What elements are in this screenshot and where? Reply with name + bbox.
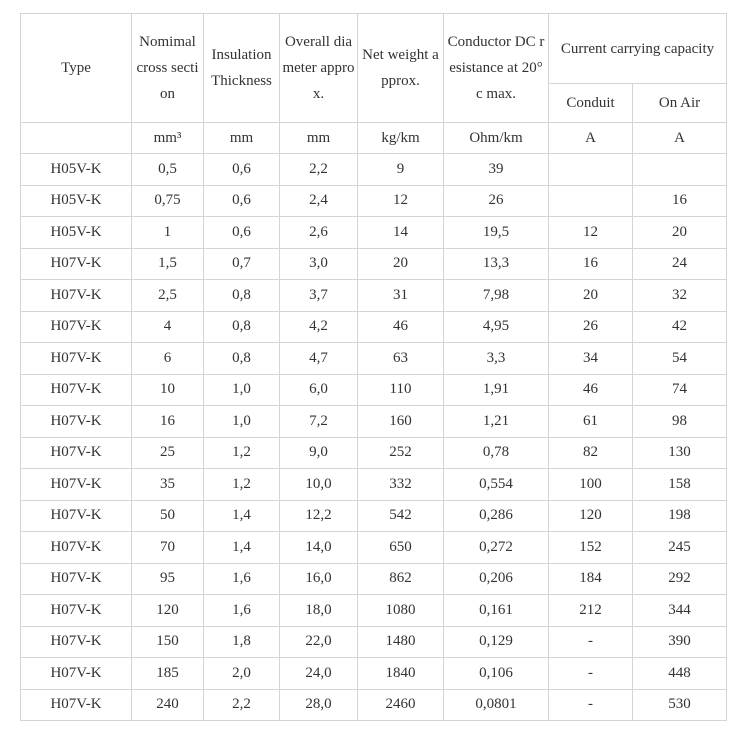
cell-overall-diameter: 9,0 <box>280 437 358 469</box>
cell-insulation-thickness: 1,8 <box>204 626 280 658</box>
table-row <box>21 248 727 280</box>
cell-type: H07V-K <box>21 469 132 501</box>
table-row <box>21 469 727 501</box>
cell-conduit-capacity: 212 <box>549 595 633 627</box>
cell-overall-diameter: 4,7 <box>280 343 358 375</box>
table-row <box>21 563 727 595</box>
header-type: Type <box>21 14 132 123</box>
cell-dc-resistance: 19,5 <box>444 217 549 249</box>
cell-nominal-cross-section: 240 <box>132 689 204 721</box>
table-row <box>21 280 727 312</box>
cell-dc-resistance: 26 <box>444 185 549 217</box>
cell-insulation-thickness: 2,2 <box>204 689 280 721</box>
cell-type: H07V-K <box>21 626 132 658</box>
table-row <box>21 658 727 690</box>
cell-insulation-thickness: 1,2 <box>204 469 280 501</box>
cell-type: H07V-K <box>21 658 132 690</box>
cell-net-weight: 14 <box>358 217 444 249</box>
cell-overall-diameter: 14,0 <box>280 532 358 564</box>
header-current-carrying-capacity: Current carrying capacity <box>549 14 727 84</box>
cell-nominal-cross-section: 150 <box>132 626 204 658</box>
cell-dc-resistance: 0,286 <box>444 500 549 532</box>
header-overall-diameter: Overall diameter approx. <box>280 14 358 123</box>
cell-on-air-capacity: 16 <box>633 185 727 217</box>
cell-dc-resistance: 13,3 <box>444 248 549 280</box>
unit-cell: mm <box>204 123 280 154</box>
cell-conduit-capacity: 120 <box>549 500 633 532</box>
cell-net-weight: 31 <box>358 280 444 312</box>
table-body <box>21 154 727 721</box>
cell-type: H07V-K <box>21 689 132 721</box>
cell-insulation-thickness: 1,4 <box>204 500 280 532</box>
cell-on-air-capacity <box>633 154 727 186</box>
cell-insulation-thickness: 0,8 <box>204 280 280 312</box>
cell-type: H07V-K <box>21 532 132 564</box>
cell-overall-diameter: 22,0 <box>280 626 358 658</box>
cell-type: H07V-K <box>21 248 132 280</box>
cell-overall-diameter: 24,0 <box>280 658 358 690</box>
cell-conduit-capacity: 46 <box>549 374 633 406</box>
cell-on-air-capacity: 42 <box>633 311 727 343</box>
cell-dc-resistance: 0,206 <box>444 563 549 595</box>
cell-on-air-capacity: 292 <box>633 563 727 595</box>
cell-nominal-cross-section: 10 <box>132 374 204 406</box>
cell-type: H07V-K <box>21 374 132 406</box>
cell-overall-diameter: 4,2 <box>280 311 358 343</box>
cell-insulation-thickness: 0,6 <box>204 185 280 217</box>
cell-net-weight: 2460 <box>358 689 444 721</box>
cell-conduit-capacity: 61 <box>549 406 633 438</box>
cell-net-weight: 1080 <box>358 595 444 627</box>
cell-nominal-cross-section: 185 <box>132 658 204 690</box>
cell-net-weight: 1480 <box>358 626 444 658</box>
unit-cell <box>21 123 132 154</box>
cell-type: H07V-K <box>21 311 132 343</box>
cell-on-air-capacity: 530 <box>633 689 727 721</box>
cell-dc-resistance: 3,3 <box>444 343 549 375</box>
cell-dc-resistance: 1,91 <box>444 374 549 406</box>
cell-type: H07V-K <box>21 595 132 627</box>
cell-insulation-thickness: 1,0 <box>204 406 280 438</box>
table-row <box>21 437 727 469</box>
cell-dc-resistance: 0,106 <box>444 658 549 690</box>
cell-insulation-thickness: 0,6 <box>204 154 280 186</box>
table-row <box>21 311 727 343</box>
cell-conduit-capacity: 152 <box>549 532 633 564</box>
cell-insulation-thickness: 0,8 <box>204 311 280 343</box>
cell-insulation-thickness: 1,0 <box>204 374 280 406</box>
cell-net-weight: 332 <box>358 469 444 501</box>
cell-conduit-capacity: 16 <box>549 248 633 280</box>
cell-net-weight: 9 <box>358 154 444 186</box>
table-row <box>21 154 727 186</box>
cell-nominal-cross-section: 120 <box>132 595 204 627</box>
table-row <box>21 532 727 564</box>
unit-cell: Ohm/km <box>444 123 549 154</box>
cell-overall-diameter: 2,2 <box>280 154 358 186</box>
table-row <box>21 217 727 249</box>
cell-overall-diameter: 2,4 <box>280 185 358 217</box>
unit-cell: A <box>549 123 633 154</box>
cell-insulation-thickness: 0,6 <box>204 217 280 249</box>
unit-cell: mm³ <box>132 123 204 154</box>
cell-dc-resistance: 0,78 <box>444 437 549 469</box>
cell-dc-resistance: 0,272 <box>444 532 549 564</box>
cell-on-air-capacity: 130 <box>633 437 727 469</box>
cell-type: H07V-K <box>21 406 132 438</box>
cell-net-weight: 20 <box>358 248 444 280</box>
cell-conduit-capacity: 26 <box>549 311 633 343</box>
cell-nominal-cross-section: 25 <box>132 437 204 469</box>
cell-net-weight: 110 <box>358 374 444 406</box>
cell-on-air-capacity: 74 <box>633 374 727 406</box>
table-row <box>21 185 727 217</box>
cell-type: H05V-K <box>21 185 132 217</box>
cell-type: H05V-K <box>21 217 132 249</box>
cell-nominal-cross-section: 0,75 <box>132 185 204 217</box>
cell-conduit-capacity <box>549 154 633 186</box>
cell-on-air-capacity: 158 <box>633 469 727 501</box>
cell-nominal-cross-section: 35 <box>132 469 204 501</box>
cell-insulation-thickness: 1,4 <box>204 532 280 564</box>
cell-nominal-cross-section: 1 <box>132 217 204 249</box>
cell-type: H07V-K <box>21 437 132 469</box>
cell-nominal-cross-section: 0,5 <box>132 154 204 186</box>
cell-insulation-thickness: 2,0 <box>204 658 280 690</box>
unit-cell: A <box>633 123 727 154</box>
cell-overall-diameter: 3,0 <box>280 248 358 280</box>
cell-insulation-thickness: 1,6 <box>204 563 280 595</box>
table-row <box>21 374 727 406</box>
cell-type: H07V-K <box>21 500 132 532</box>
cell-nominal-cross-section: 1,5 <box>132 248 204 280</box>
cell-on-air-capacity: 198 <box>633 500 727 532</box>
cell-nominal-cross-section: 70 <box>132 532 204 564</box>
cell-dc-resistance: 0,554 <box>444 469 549 501</box>
cell-overall-diameter: 6,0 <box>280 374 358 406</box>
cell-nominal-cross-section: 95 <box>132 563 204 595</box>
cell-overall-diameter: 3,7 <box>280 280 358 312</box>
header-conduit: Conduit <box>549 84 633 123</box>
cell-net-weight: 160 <box>358 406 444 438</box>
cell-nominal-cross-section: 2,5 <box>132 280 204 312</box>
cell-net-weight: 12 <box>358 185 444 217</box>
units-row <box>21 123 727 154</box>
cell-net-weight: 63 <box>358 343 444 375</box>
table-row <box>21 689 727 721</box>
header-net-weight: Net weight approx. <box>358 14 444 123</box>
cell-type: H07V-K <box>21 343 132 375</box>
header-nominal-cross-section: Nomimal cross section <box>132 14 204 123</box>
cell-conduit-capacity: 12 <box>549 217 633 249</box>
header-row <box>21 14 727 84</box>
cell-overall-diameter: 10,0 <box>280 469 358 501</box>
unit-cell: mm <box>280 123 358 154</box>
cell-insulation-thickness: 0,7 <box>204 248 280 280</box>
cell-on-air-capacity: 24 <box>633 248 727 280</box>
header-insulation-thickness: Insulation Thickness <box>204 14 280 123</box>
cell-conduit-capacity: - <box>549 626 633 658</box>
cell-insulation-thickness: 0,8 <box>204 343 280 375</box>
table-row <box>21 500 727 532</box>
table-row <box>21 595 727 627</box>
cell-on-air-capacity: 54 <box>633 343 727 375</box>
cell-type: H07V-K <box>21 563 132 595</box>
cell-overall-diameter: 2,6 <box>280 217 358 249</box>
cell-insulation-thickness: 1,6 <box>204 595 280 627</box>
cell-conduit-capacity: 82 <box>549 437 633 469</box>
cell-nominal-cross-section: 16 <box>132 406 204 438</box>
cell-net-weight: 1840 <box>358 658 444 690</box>
cell-overall-diameter: 12,2 <box>280 500 358 532</box>
table-row <box>21 406 727 438</box>
cell-insulation-thickness: 1,2 <box>204 437 280 469</box>
cell-dc-resistance: 39 <box>444 154 549 186</box>
cell-on-air-capacity: 20 <box>633 217 727 249</box>
cell-net-weight: 252 <box>358 437 444 469</box>
cell-on-air-capacity: 98 <box>633 406 727 438</box>
cell-dc-resistance: 1,21 <box>444 406 549 438</box>
cell-conduit-capacity: 20 <box>549 280 633 312</box>
cell-on-air-capacity: 344 <box>633 595 727 627</box>
cell-dc-resistance: 0,161 <box>444 595 549 627</box>
cell-type: H05V-K <box>21 154 132 186</box>
cell-type: H07V-K <box>21 280 132 312</box>
cell-conduit-capacity: 34 <box>549 343 633 375</box>
cell-conduit-capacity: - <box>549 658 633 690</box>
cell-nominal-cross-section: 50 <box>132 500 204 532</box>
cell-net-weight: 46 <box>358 311 444 343</box>
cell-net-weight: 542 <box>358 500 444 532</box>
cell-on-air-capacity: 32 <box>633 280 727 312</box>
table-row <box>21 626 727 658</box>
cell-dc-resistance: 0,0801 <box>444 689 549 721</box>
cell-conduit-capacity: 100 <box>549 469 633 501</box>
cable-specification-table <box>20 13 727 721</box>
cell-overall-diameter: 18,0 <box>280 595 358 627</box>
cell-nominal-cross-section: 4 <box>132 311 204 343</box>
cell-conduit-capacity <box>549 185 633 217</box>
cell-net-weight: 650 <box>358 532 444 564</box>
header-conductor-dc-resistance: Conductor DC resistance at 20°c max. <box>444 14 549 123</box>
cell-net-weight: 862 <box>358 563 444 595</box>
cell-dc-resistance: 0,129 <box>444 626 549 658</box>
unit-cell: kg/km <box>358 123 444 154</box>
cell-conduit-capacity: 184 <box>549 563 633 595</box>
cell-overall-diameter: 7,2 <box>280 406 358 438</box>
cell-nominal-cross-section: 6 <box>132 343 204 375</box>
cell-dc-resistance: 7,98 <box>444 280 549 312</box>
cell-on-air-capacity: 390 <box>633 626 727 658</box>
header-on-air: On Air <box>633 84 727 123</box>
cell-overall-diameter: 28,0 <box>280 689 358 721</box>
cell-on-air-capacity: 245 <box>633 532 727 564</box>
cell-on-air-capacity: 448 <box>633 658 727 690</box>
cell-overall-diameter: 16,0 <box>280 563 358 595</box>
cell-conduit-capacity: - <box>549 689 633 721</box>
table-row <box>21 343 727 375</box>
cell-dc-resistance: 4,95 <box>444 311 549 343</box>
